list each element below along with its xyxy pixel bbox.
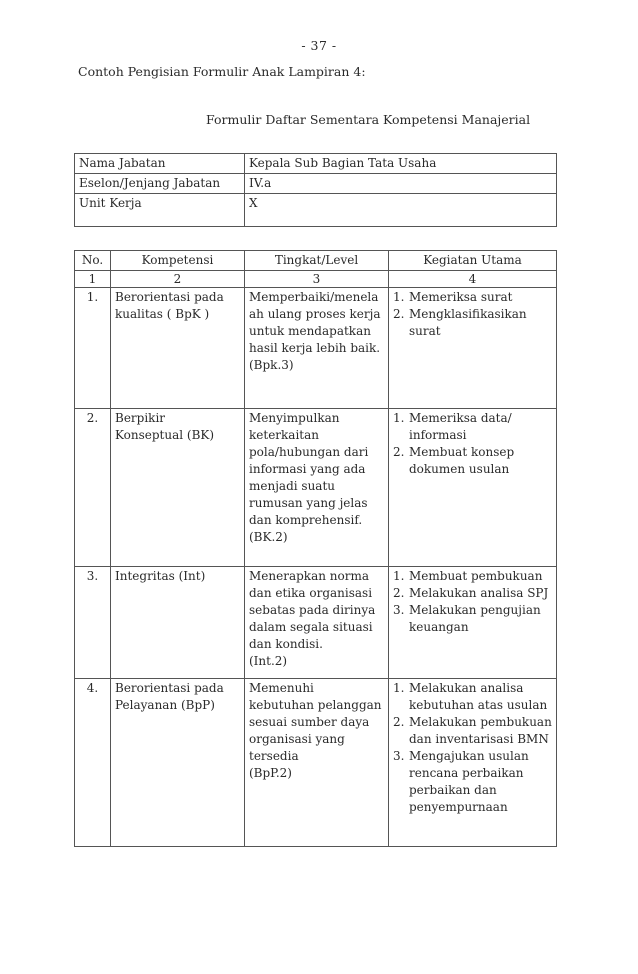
level-line: hasil kerja lebih baik. [249,341,381,355]
row-number: 1. [75,288,111,409]
info-value: X [245,194,557,227]
level-cell [245,567,389,679]
level-line: kebutuhan pelanggan [249,698,382,712]
info-table [74,153,557,227]
kegiatan-line: Membuat konsep [409,445,515,459]
info-row-unit-kerja [75,194,557,227]
level-line: (Bpk.3) [249,358,294,372]
kegiatan-line: dan inventarisasi BMN [409,732,549,746]
kegiatan-number: 3. [393,749,405,763]
kegiatan-item [393,306,552,340]
table-row [75,409,557,567]
kegiatan-line: Mengklasifikasikan surat [409,307,527,338]
kegiatan-number: 2. [393,307,405,321]
kegiatan-item [393,444,552,478]
kegiatan-line: informasi [409,428,467,442]
competency-table [74,250,557,847]
kegiatan-number: 3. [393,603,405,617]
level-line: untuk mendapatkan [249,324,371,338]
table-row [75,288,557,409]
kegiatan-line: Mengajukan usulan [409,749,529,763]
level-line: pola/hubungan dari [249,445,369,459]
column-number: 4 [389,271,557,288]
kegiatan-text [409,444,552,478]
level-line: Memenuhi [249,681,314,695]
level-line: keterkaitan [249,428,320,442]
kegiatan-item [393,289,552,306]
kompetensi-cell [111,288,245,409]
kompetensi-line: Pelayanan (BpP) [115,698,215,712]
kegiatan-item [393,410,552,444]
info-label: Nama Jabatan [75,154,245,174]
kegiatan-line: penyempurnaan [409,800,508,814]
level-line: (BK.2) [249,530,288,544]
kegiatan-item [393,602,552,636]
level-line: menjadi suatu [249,479,336,493]
level-line: dan komprehensif. [249,513,363,527]
column-number: 2 [111,271,245,288]
kegiatan-line: perbaikan dan [409,783,497,797]
info-label: Eselon/Jenjang Jabatan [75,174,245,194]
kompetensi-line: kualitas ( BpK ) [115,307,210,321]
kegiatan-number: 2. [393,586,405,600]
form-title: Formulir Daftar Sementara Kompetensi Manajerial [206,112,531,127]
kegiatan-number: 2. [393,445,405,459]
kegiatan-number: 1. [393,681,405,695]
kegiatan-cell [389,679,557,847]
page-number: - 37 - [301,38,337,53]
header-no: No. [75,251,111,271]
level-cell [245,679,389,847]
kegiatan-item [393,585,552,602]
kompetensi-cell [111,409,245,567]
level-line: tersedia [249,749,299,763]
level-line: (Int.2) [249,654,288,668]
kegiatan-line: dokumen usulan [409,462,510,476]
kegiatan-line: Memeriksa data/ [409,411,512,425]
table-header-row [75,251,557,271]
kegiatan-text [409,568,552,585]
row-number: 4. [75,679,111,847]
level-line: sesuai sumber daya [249,715,370,729]
table-row [75,679,557,847]
column-number: 1 [75,271,111,288]
column-number: 3 [245,271,389,288]
kegiatan-text [409,585,552,602]
kegiatan-text [409,680,552,714]
level-line: informasi yang ada [249,462,366,476]
kegiatan-item [393,680,552,714]
kegiatan-text [409,602,552,636]
kegiatan-text [409,289,552,306]
kegiatan-number: 1. [393,411,405,425]
kompetensi-cell [111,567,245,679]
table-row [75,567,557,679]
header-kegiatan: Kegiatan Utama [389,251,557,271]
kegiatan-line: Melakukan analisa SPJ [409,586,549,600]
kegiatan-line: keuangan [409,620,469,634]
level-line: (BpP.2) [249,766,292,780]
row-number: 3. [75,567,111,679]
kegiatan-line: rencana perbaikan [409,766,524,780]
level-line: Menerapkan norma [249,569,369,583]
kegiatan-line: Memeriksa surat [409,290,513,304]
kegiatan-item [393,568,552,585]
kompetensi-line: Berpikir [115,411,166,425]
level-line: ah ulang proses kerja [249,307,381,321]
kegiatan-line: Membuat pembukuan [409,569,543,583]
row-number: 2. [75,409,111,567]
kompetensi-line: Integritas (Int) [115,569,206,583]
info-value: IV.a [245,174,557,194]
info-row-eselon [75,174,557,194]
level-cell [245,409,389,567]
kegiatan-cell [389,409,557,567]
kegiatan-item [393,748,552,816]
level-line: organisasi yang [249,732,345,746]
kegiatan-line: Melakukan analisa [409,681,524,695]
info-label: Unit Kerja [75,194,245,227]
level-line: dan kondisi. [249,637,323,651]
kegiatan-cell [389,288,557,409]
level-line: dan etika organisasi [249,586,373,600]
kompetensi-cell [111,679,245,847]
kegiatan-number: 1. [393,290,405,304]
info-row-nama-jabatan [75,154,557,174]
kompetensi-line: Berorientasi pada [115,681,224,695]
level-line: Menyimpulkan [249,411,340,425]
kegiatan-line: Melakukan pembukuan [409,715,552,729]
info-value: Kepala Sub Bagian Tata Usaha [245,154,557,174]
level-line: rumusan yang jelas [249,496,368,510]
kegiatan-text [409,714,552,748]
kegiatan-line: Melakukan pengujian [409,603,541,617]
level-line: sebatas pada dirinya [249,603,376,617]
level-line: Memperbaiki/menela [249,290,379,304]
column-number-row [75,271,557,288]
kegiatan-number: 1. [393,569,405,583]
kegiatan-text [409,306,552,340]
kompetensi-line: Berorientasi pada [115,290,224,304]
kompetensi-line: Konseptual (BK) [115,428,215,442]
kegiatan-item [393,714,552,748]
kegiatan-line: kebutuhan atas usulan [409,698,548,712]
header-level: Tingkat/Level [245,251,389,271]
level-line: dalam segala situasi [249,620,373,634]
header-kompetensi: Kompetensi [111,251,245,271]
kegiatan-cell [389,567,557,679]
kegiatan-text [409,410,552,444]
kegiatan-number: 2. [393,715,405,729]
level-cell [245,288,389,409]
intro-text: Contoh Pengisian Formulir Anak Lampiran 4: [78,64,366,79]
kegiatan-text [409,748,552,816]
